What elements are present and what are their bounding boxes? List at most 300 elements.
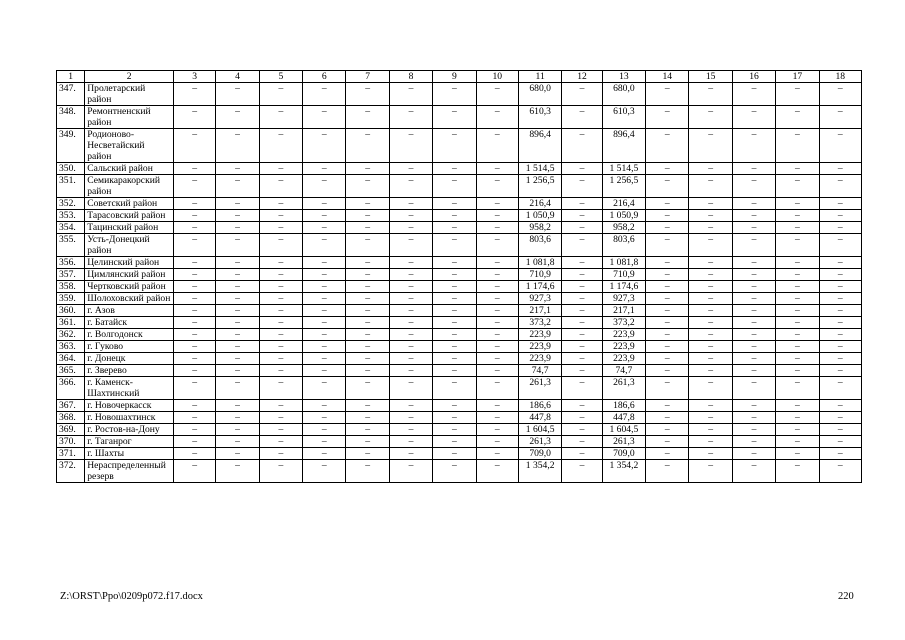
table-row bbox=[57, 353, 862, 365]
dash-cell: – bbox=[303, 424, 346, 436]
dash-cell: – bbox=[216, 341, 259, 353]
territory-name: Усть-Донецкий район bbox=[85, 234, 174, 257]
dash-cell: – bbox=[346, 106, 389, 129]
dash-cell: – bbox=[776, 293, 819, 305]
dash-cell: – bbox=[562, 281, 602, 293]
dash-cell: – bbox=[476, 424, 518, 436]
dash-cell: – bbox=[303, 163, 346, 175]
dash-cell: – bbox=[346, 281, 389, 293]
dash-cell: – bbox=[476, 448, 518, 460]
dash-cell: – bbox=[216, 257, 259, 269]
dash-cell: – bbox=[174, 163, 216, 175]
row-number: 350. bbox=[57, 163, 85, 175]
dash-cell: – bbox=[259, 83, 302, 106]
dash-cell: – bbox=[819, 257, 861, 269]
dash-cell: – bbox=[346, 436, 389, 448]
dash-cell: – bbox=[216, 448, 259, 460]
table-row bbox=[57, 129, 862, 163]
dash-cell: – bbox=[303, 222, 346, 234]
dash-cell: – bbox=[732, 269, 775, 281]
table-row bbox=[57, 436, 862, 448]
dash-cell: – bbox=[819, 305, 861, 317]
value-col-13: 217,1 bbox=[602, 305, 645, 317]
dash-cell: – bbox=[303, 436, 346, 448]
value-col-11: 680,0 bbox=[518, 83, 561, 106]
dash-cell: – bbox=[562, 341, 602, 353]
dash-cell: – bbox=[646, 222, 689, 234]
dash-cell: – bbox=[476, 106, 518, 129]
dash-cell: – bbox=[433, 460, 476, 483]
row-number: 349. bbox=[57, 129, 85, 163]
row-number: 352. bbox=[57, 198, 85, 210]
table-row bbox=[57, 448, 862, 460]
dash-cell: – bbox=[433, 175, 476, 198]
dash-cell: – bbox=[259, 353, 302, 365]
dash-cell: – bbox=[389, 257, 432, 269]
dash-cell: – bbox=[346, 293, 389, 305]
dash-cell: – bbox=[174, 341, 216, 353]
row-number: 360. bbox=[57, 305, 85, 317]
territory-name: г. Каменск-Шахтинский bbox=[85, 377, 174, 400]
dash-cell: – bbox=[476, 281, 518, 293]
dash-cell: – bbox=[819, 198, 861, 210]
dash-cell: – bbox=[433, 106, 476, 129]
value-col-11: 610,3 bbox=[518, 106, 561, 129]
dash-cell: – bbox=[433, 412, 476, 424]
dash-cell: – bbox=[433, 341, 476, 353]
dash-cell: – bbox=[562, 377, 602, 400]
table-row bbox=[57, 222, 862, 234]
dash-cell: – bbox=[346, 175, 389, 198]
dash-cell: – bbox=[476, 293, 518, 305]
column-header: 14 bbox=[646, 71, 689, 83]
dash-cell: – bbox=[732, 175, 775, 198]
dash-cell: – bbox=[174, 222, 216, 234]
dash-cell: – bbox=[562, 365, 602, 377]
dash-cell: – bbox=[476, 317, 518, 329]
dash-cell: – bbox=[389, 163, 432, 175]
dash-cell: – bbox=[216, 412, 259, 424]
dash-cell: – bbox=[819, 83, 861, 106]
dash-cell: – bbox=[732, 257, 775, 269]
value-col-11: 803,6 bbox=[518, 234, 561, 257]
dash-cell: – bbox=[303, 329, 346, 341]
table-row bbox=[57, 329, 862, 341]
column-header: 16 bbox=[732, 71, 775, 83]
dash-cell: – bbox=[174, 83, 216, 106]
value-col-11: 261,3 bbox=[518, 436, 561, 448]
dash-cell: – bbox=[819, 448, 861, 460]
value-col-11: 223,9 bbox=[518, 353, 561, 365]
dash-cell: – bbox=[732, 222, 775, 234]
dash-cell: – bbox=[433, 269, 476, 281]
dash-cell: – bbox=[389, 210, 432, 222]
row-number: 371. bbox=[57, 448, 85, 460]
value-col-13: 927,3 bbox=[602, 293, 645, 305]
dash-cell: – bbox=[174, 175, 216, 198]
dash-cell: – bbox=[259, 257, 302, 269]
dash-cell: – bbox=[259, 293, 302, 305]
dash-cell: – bbox=[776, 129, 819, 163]
dash-cell: – bbox=[433, 257, 476, 269]
value-col-11: 896,4 bbox=[518, 129, 561, 163]
territory-name: Нераспределенный резерв bbox=[85, 460, 174, 483]
dash-cell: – bbox=[646, 106, 689, 129]
dash-cell: – bbox=[216, 353, 259, 365]
value-col-11: 447,8 bbox=[518, 412, 561, 424]
dash-cell: – bbox=[732, 412, 775, 424]
table-row bbox=[57, 424, 862, 436]
dash-cell: – bbox=[819, 377, 861, 400]
dash-cell: – bbox=[646, 329, 689, 341]
dash-cell: – bbox=[303, 175, 346, 198]
row-number: 363. bbox=[57, 341, 85, 353]
column-header: 13 bbox=[602, 71, 645, 83]
dash-cell: – bbox=[389, 400, 432, 412]
column-header: 3 bbox=[174, 71, 216, 83]
value-col-11: 217,1 bbox=[518, 305, 561, 317]
value-col-13: 1 256,5 bbox=[602, 175, 645, 198]
dash-cell: – bbox=[776, 448, 819, 460]
dash-cell: – bbox=[303, 281, 346, 293]
dash-cell: – bbox=[259, 163, 302, 175]
value-col-13: 1 050,9 bbox=[602, 210, 645, 222]
column-header: 2 bbox=[85, 71, 174, 83]
dash-cell: – bbox=[174, 460, 216, 483]
dash-cell: – bbox=[776, 424, 819, 436]
dash-cell: – bbox=[562, 222, 602, 234]
territory-name: Целинский район bbox=[85, 257, 174, 269]
dash-cell: – bbox=[776, 222, 819, 234]
value-col-11: 1 081,8 bbox=[518, 257, 561, 269]
column-header: 6 bbox=[303, 71, 346, 83]
dash-cell: – bbox=[433, 198, 476, 210]
dash-cell: – bbox=[346, 400, 389, 412]
value-col-11: 74,7 bbox=[518, 365, 561, 377]
value-col-11: 927,3 bbox=[518, 293, 561, 305]
dash-cell: – bbox=[689, 400, 732, 412]
territory-name: Ремонтненский район bbox=[85, 106, 174, 129]
dash-cell: – bbox=[776, 341, 819, 353]
dash-cell: – bbox=[216, 222, 259, 234]
dash-cell: – bbox=[174, 377, 216, 400]
dash-cell: – bbox=[303, 400, 346, 412]
dash-cell: – bbox=[562, 424, 602, 436]
dash-cell: – bbox=[476, 412, 518, 424]
dash-cell: – bbox=[646, 234, 689, 257]
dash-cell: – bbox=[476, 163, 518, 175]
dash-cell: – bbox=[303, 305, 346, 317]
dash-cell: – bbox=[389, 269, 432, 281]
table-row bbox=[57, 293, 862, 305]
dash-cell: – bbox=[259, 210, 302, 222]
row-number: 354. bbox=[57, 222, 85, 234]
dash-cell: – bbox=[433, 329, 476, 341]
dash-cell: – bbox=[732, 305, 775, 317]
row-number: 347. bbox=[57, 83, 85, 106]
dash-cell: – bbox=[303, 269, 346, 281]
value-col-13: 803,6 bbox=[602, 234, 645, 257]
dash-cell: – bbox=[732, 353, 775, 365]
dash-cell: – bbox=[776, 210, 819, 222]
dash-cell: – bbox=[732, 106, 775, 129]
dash-cell: – bbox=[216, 83, 259, 106]
dash-cell: – bbox=[174, 106, 216, 129]
dash-cell: – bbox=[562, 129, 602, 163]
dash-cell: – bbox=[646, 305, 689, 317]
dash-cell: – bbox=[389, 281, 432, 293]
dash-cell: – bbox=[259, 234, 302, 257]
dash-cell: – bbox=[346, 210, 389, 222]
column-header: 7 bbox=[346, 71, 389, 83]
dash-cell: – bbox=[776, 353, 819, 365]
dash-cell: – bbox=[776, 317, 819, 329]
dash-cell: – bbox=[389, 293, 432, 305]
dash-cell: – bbox=[646, 293, 689, 305]
dash-cell: – bbox=[303, 129, 346, 163]
dash-cell: – bbox=[689, 365, 732, 377]
value-col-11: 261,3 bbox=[518, 377, 561, 400]
row-number: 359. bbox=[57, 293, 85, 305]
dash-cell: – bbox=[433, 365, 476, 377]
dash-cell: – bbox=[776, 281, 819, 293]
dash-cell: – bbox=[216, 234, 259, 257]
dash-cell: – bbox=[476, 175, 518, 198]
territory-name: г. Шахты bbox=[85, 448, 174, 460]
dash-cell: – bbox=[646, 163, 689, 175]
dash-cell: – bbox=[562, 198, 602, 210]
dash-cell: – bbox=[216, 377, 259, 400]
dash-cell: – bbox=[433, 353, 476, 365]
value-col-11: 223,9 bbox=[518, 341, 561, 353]
dash-cell: – bbox=[562, 436, 602, 448]
dash-cell: – bbox=[216, 281, 259, 293]
dash-cell: – bbox=[562, 234, 602, 257]
dash-cell: – bbox=[433, 83, 476, 106]
table-row bbox=[57, 317, 862, 329]
dash-cell: – bbox=[819, 293, 861, 305]
dash-cell: – bbox=[819, 269, 861, 281]
dash-cell: – bbox=[389, 106, 432, 129]
territory-name: Чертковский район bbox=[85, 281, 174, 293]
dash-cell: – bbox=[216, 317, 259, 329]
value-col-13: 373,2 bbox=[602, 317, 645, 329]
dash-cell: – bbox=[174, 281, 216, 293]
dash-cell: – bbox=[346, 460, 389, 483]
value-col-13: 710,9 bbox=[602, 269, 645, 281]
dash-cell: – bbox=[303, 210, 346, 222]
dash-cell: – bbox=[646, 353, 689, 365]
dash-cell: – bbox=[819, 317, 861, 329]
dash-cell: – bbox=[819, 412, 861, 424]
dash-cell: – bbox=[819, 424, 861, 436]
row-number: 365. bbox=[57, 365, 85, 377]
dash-cell: – bbox=[732, 448, 775, 460]
dash-cell: – bbox=[732, 400, 775, 412]
dash-cell: – bbox=[303, 412, 346, 424]
dash-cell: – bbox=[259, 424, 302, 436]
dash-cell: – bbox=[819, 341, 861, 353]
value-col-13: 261,3 bbox=[602, 377, 645, 400]
dash-cell: – bbox=[476, 329, 518, 341]
dash-cell: – bbox=[776, 400, 819, 412]
dash-cell: – bbox=[216, 293, 259, 305]
dash-cell: – bbox=[562, 175, 602, 198]
dash-cell: – bbox=[562, 412, 602, 424]
dash-cell: – bbox=[732, 163, 775, 175]
dash-cell: – bbox=[259, 436, 302, 448]
dash-cell: – bbox=[819, 210, 861, 222]
row-number: 355. bbox=[57, 234, 85, 257]
dash-cell: – bbox=[476, 210, 518, 222]
dash-cell: – bbox=[689, 460, 732, 483]
dash-cell: – bbox=[732, 377, 775, 400]
dash-cell: – bbox=[174, 129, 216, 163]
dash-cell: – bbox=[476, 460, 518, 483]
dash-cell: – bbox=[646, 317, 689, 329]
dash-cell: – bbox=[389, 234, 432, 257]
dash-cell: – bbox=[689, 198, 732, 210]
territory-name: г. Ростов-на-Дону bbox=[85, 424, 174, 436]
dash-cell: – bbox=[259, 281, 302, 293]
column-header: 9 bbox=[433, 71, 476, 83]
dash-cell: – bbox=[303, 317, 346, 329]
dash-cell: – bbox=[646, 436, 689, 448]
dash-cell: – bbox=[389, 436, 432, 448]
dash-cell: – bbox=[562, 400, 602, 412]
table-row bbox=[57, 210, 862, 222]
dash-cell: – bbox=[819, 329, 861, 341]
territory-name: Родионово-Несветайский район bbox=[85, 129, 174, 163]
row-number: 353. bbox=[57, 210, 85, 222]
dash-cell: – bbox=[216, 129, 259, 163]
dash-cell: – bbox=[476, 377, 518, 400]
dash-cell: – bbox=[689, 222, 732, 234]
dash-cell: – bbox=[174, 305, 216, 317]
row-number: 367. bbox=[57, 400, 85, 412]
dash-cell: – bbox=[689, 412, 732, 424]
dash-cell: – bbox=[389, 460, 432, 483]
dash-cell: – bbox=[303, 365, 346, 377]
dash-cell: – bbox=[646, 210, 689, 222]
dash-cell: – bbox=[776, 377, 819, 400]
dash-cell: – bbox=[303, 377, 346, 400]
dash-cell: – bbox=[646, 400, 689, 412]
row-number: 348. bbox=[57, 106, 85, 129]
dash-cell: – bbox=[216, 163, 259, 175]
territory-name: г. Азов bbox=[85, 305, 174, 317]
dash-cell: – bbox=[732, 83, 775, 106]
dash-cell: – bbox=[303, 341, 346, 353]
dash-cell: – bbox=[433, 281, 476, 293]
dash-cell: – bbox=[562, 210, 602, 222]
table-row bbox=[57, 234, 862, 257]
value-col-13: 186,6 bbox=[602, 400, 645, 412]
dash-cell: – bbox=[776, 305, 819, 317]
dash-cell: – bbox=[819, 234, 861, 257]
dash-cell: – bbox=[433, 163, 476, 175]
dash-cell: – bbox=[689, 129, 732, 163]
dash-cell: – bbox=[562, 448, 602, 460]
dash-cell: – bbox=[259, 317, 302, 329]
dash-cell: – bbox=[562, 269, 602, 281]
value-col-11: 216,4 bbox=[518, 198, 561, 210]
value-col-13: 223,9 bbox=[602, 341, 645, 353]
column-header: 10 bbox=[476, 71, 518, 83]
dash-cell: – bbox=[689, 377, 732, 400]
dash-cell: – bbox=[346, 448, 389, 460]
value-col-11: 1 354,2 bbox=[518, 460, 561, 483]
dash-cell: – bbox=[476, 234, 518, 257]
dash-cell: – bbox=[259, 175, 302, 198]
dash-cell: – bbox=[819, 353, 861, 365]
dash-cell: – bbox=[689, 210, 732, 222]
dash-cell: – bbox=[216, 198, 259, 210]
table-row bbox=[57, 412, 862, 424]
value-col-13: 223,9 bbox=[602, 329, 645, 341]
value-col-13: 223,9 bbox=[602, 353, 645, 365]
value-col-11: 223,9 bbox=[518, 329, 561, 341]
dash-cell: – bbox=[216, 329, 259, 341]
territory-name: Тарасовский район bbox=[85, 210, 174, 222]
dash-cell: – bbox=[562, 305, 602, 317]
dash-cell: – bbox=[259, 448, 302, 460]
dash-cell: – bbox=[389, 365, 432, 377]
dash-cell: – bbox=[776, 269, 819, 281]
value-col-13: 1 174,6 bbox=[602, 281, 645, 293]
dash-cell: – bbox=[732, 341, 775, 353]
dash-cell: – bbox=[646, 341, 689, 353]
value-col-13: 1 081,8 bbox=[602, 257, 645, 269]
column-header: 8 bbox=[389, 71, 432, 83]
dash-cell: – bbox=[776, 436, 819, 448]
dash-cell: – bbox=[174, 365, 216, 377]
dash-cell: – bbox=[259, 365, 302, 377]
dash-cell: – bbox=[732, 293, 775, 305]
territory-name: Сальский район bbox=[85, 163, 174, 175]
dash-cell: – bbox=[174, 353, 216, 365]
territory-name: г. Зверево bbox=[85, 365, 174, 377]
dash-cell: – bbox=[562, 317, 602, 329]
dash-cell: – bbox=[259, 129, 302, 163]
dash-cell: – bbox=[476, 341, 518, 353]
row-number: 366. bbox=[57, 377, 85, 400]
dash-cell: – bbox=[776, 329, 819, 341]
dash-cell: – bbox=[433, 400, 476, 412]
dash-cell: – bbox=[689, 281, 732, 293]
row-number: 364. bbox=[57, 353, 85, 365]
value-col-11: 1 050,9 bbox=[518, 210, 561, 222]
dash-cell: – bbox=[389, 317, 432, 329]
value-col-11: 1 604,5 bbox=[518, 424, 561, 436]
dash-cell: – bbox=[819, 163, 861, 175]
value-col-11: 1 256,5 bbox=[518, 175, 561, 198]
dash-cell: – bbox=[689, 83, 732, 106]
dash-cell: – bbox=[776, 163, 819, 175]
dash-cell: – bbox=[216, 305, 259, 317]
dash-cell: – bbox=[303, 257, 346, 269]
dash-cell: – bbox=[433, 234, 476, 257]
value-col-13: 680,0 bbox=[602, 83, 645, 106]
table-row bbox=[57, 341, 862, 353]
dash-cell: – bbox=[689, 293, 732, 305]
dash-cell: – bbox=[646, 365, 689, 377]
table-row bbox=[57, 365, 862, 377]
value-col-13: 1 354,2 bbox=[602, 460, 645, 483]
dash-cell: – bbox=[562, 83, 602, 106]
dash-cell: – bbox=[476, 400, 518, 412]
dash-cell: – bbox=[433, 317, 476, 329]
